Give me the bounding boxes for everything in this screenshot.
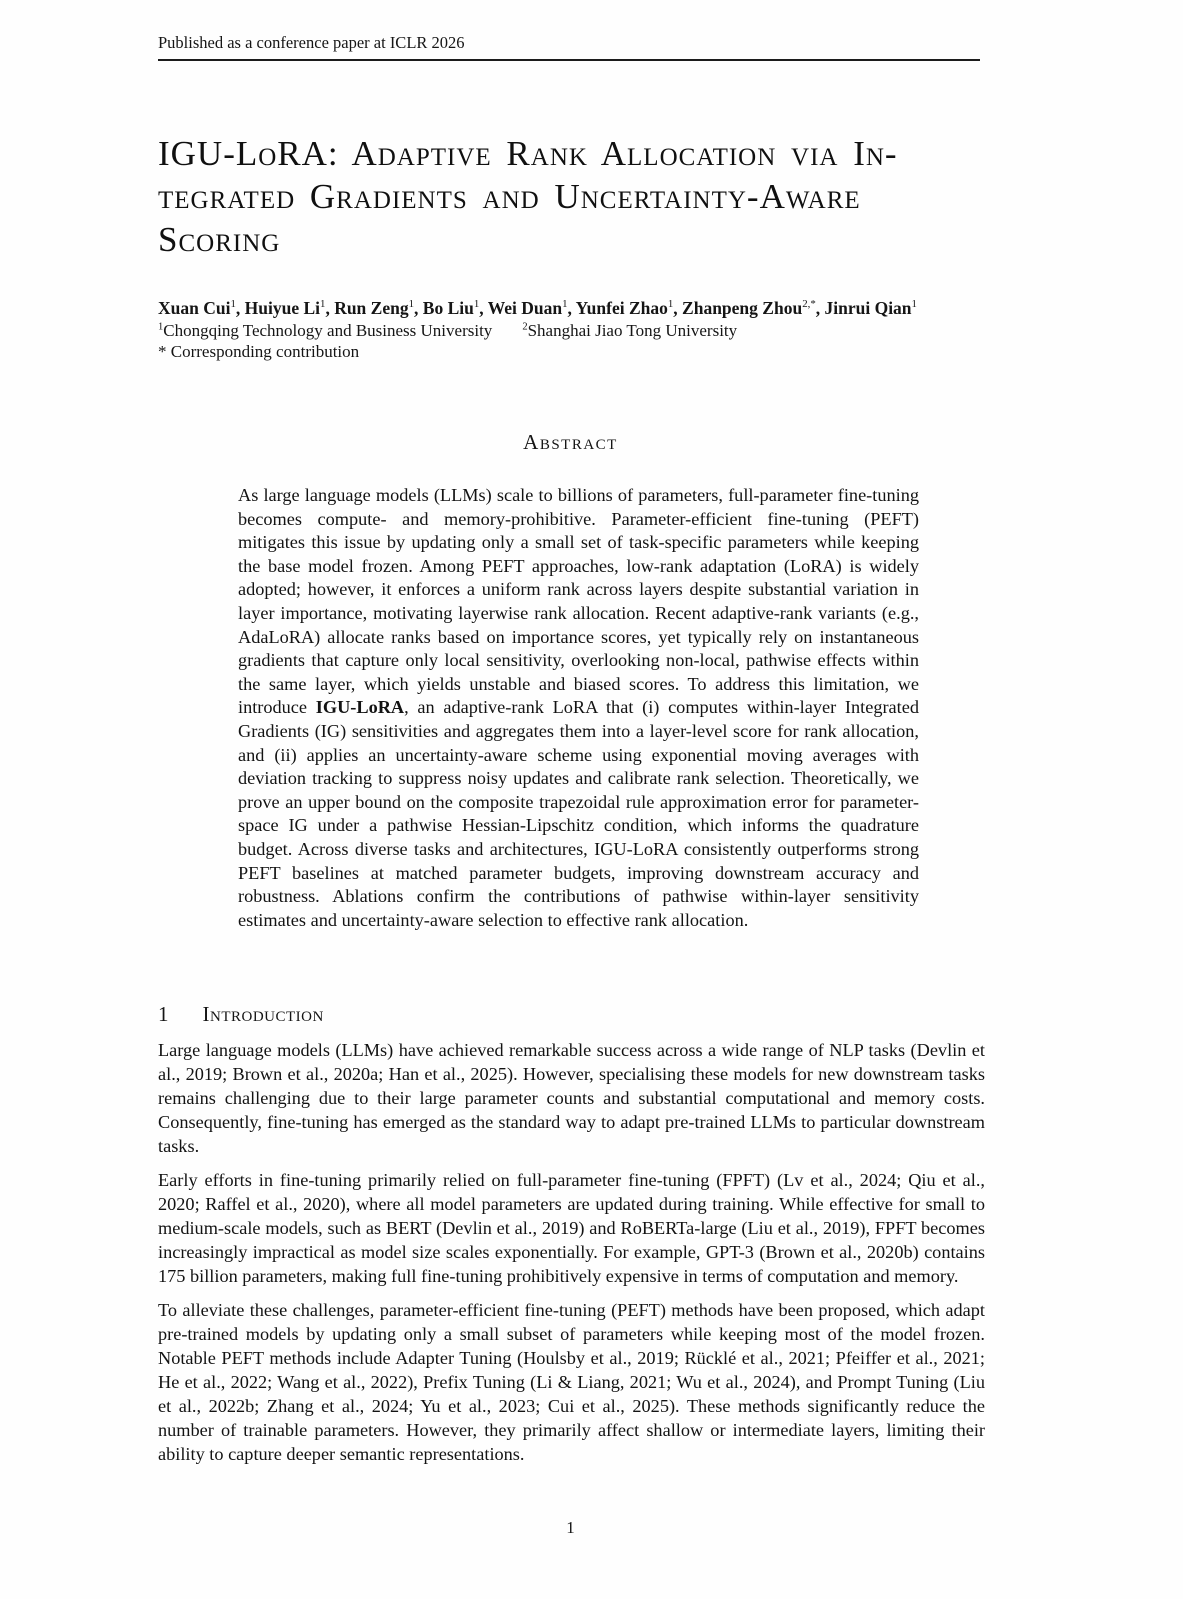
author-name: Jinrui Qian: [824, 298, 912, 318]
affiliation-2-sup: 2: [522, 320, 528, 332]
author-name: Yunfei Zhao: [575, 298, 668, 318]
paper-title: [158, 132, 1018, 261]
section-heading-introduction: [158, 1002, 983, 1027]
abstract-text-1: As large language models (LLMs) scale to billions of parameters, full-parameter fine-tuning becomes compute- and memory-prohibitive. Parameter-efficient fine-tuning (PEFT) mitigates this issue by updating only a small set of task-specific parameters while keeping the base model frozen. Among PEFT approaches, low-rank adaptation (LoRA) is widely adopted; however, it enforces a uniform rank across layers despite substantial variation in layer importance, motivating layerwise rank allocation. Recent adaptive-rank variants (e.g., AdaLoRA) allocate ranks based on importance scores, yet typically rely on instantaneous gradients that capture only local sensitivity, overlooking non-local, pathwise effects within the same layer, which yields unstable and biased scores. To address this limitation, we introduce: [238, 485, 919, 718]
author-name: Zhanpeng Zhou: [682, 298, 803, 318]
abstract-text-2: , an adaptive-rank LoRA that (i) computes within-layer Integrated Gradients (IG) sensitivities and aggregates them into a layer-level score for rank allocation, and (ii) applies an uncertainty-aware scheme using exponential moving averages with deviation tracking to suppress noisy updates and calibrate rank selection. Theoretically, we prove an upper bound on the composite trapezoidal rule approximation error for parameter-space IG under a pathwise Hessian-Lipschitz condition, which informs the quadrature budget. Across diverse tasks and architectures, IGU-LoRA consistently outperforms strong PEFT baselines at matched parameter budgets, improving downstream accuracy and robustness. Ablations confirm the contributions of pathwise within-layer sensitivity estimates and uncertainty-aware selection to effective rank allocation.: [238, 697, 919, 930]
author-name: Huiyue Li: [244, 298, 321, 318]
page-footer: [158, 1518, 983, 1538]
affiliation-2: Shanghai Jiao Tong University: [527, 320, 738, 340]
author-name: Run Zeng: [334, 298, 409, 318]
author-name: Bo Liu: [422, 298, 474, 318]
author-sup: 1: [667, 298, 674, 311]
section-number: 1: [158, 1002, 169, 1026]
author-sup: 2,*: [802, 298, 816, 311]
author-sup: 1: [320, 298, 326, 311]
title-line-1: IGU-LoRA: Adaptive Rank Allocation via In-: [158, 134, 898, 173]
author-name: Xuan Cui: [158, 298, 231, 318]
author-line: Xuan Cui$^1$, Huiyue Li$^1$, Run Zeng$^1$, Bo Liu$^1$, Wei Duan$^1$, Yunfei Zhao$^1$, Zhanpeng Zhou$^{2,*}$, Jinrui Qian$^1$: [158, 298, 917, 318]
page-number: 1: [566, 1518, 575, 1537]
author-sup: 1: [230, 298, 236, 311]
intro-paragraph-2: Early efforts in fine-tuning primarily relied on full-parameter fine-tuning (FPFT) (Lv et al., 2024; Qiu et al., 2020; Raffel et al., 2020), where all model parameters are updated during training. While effective for small to medium-scale models, such as BERT (Devlin et al., 2019) and RoBERTa-large (Liu et al., 2019), FPFT becomes increasingly impractical as model size scales exponentially. For example, GPT-3 (Brown et al., 2020b) contains 175 billion parameters, making full fine-tuning prohibitively expensive in terms of computation and memory.: [158, 1170, 985, 1286]
running-header: [158, 33, 980, 61]
running-header-text: Published as a conference paper at ICLR 2026: [158, 33, 465, 52]
title-line-3: Scoring: [158, 220, 281, 259]
corresponding-note: * Corresponding contribution: [158, 342, 360, 361]
section-title: Introduction: [202, 1002, 324, 1026]
affiliation-1: Chongqing Technology and Business University: [163, 320, 493, 340]
title-line-2: tegrated Gradients and Uncertainty-Aware: [158, 177, 861, 216]
affiliation-1-sup: 1: [158, 320, 164, 332]
author-sup: 1: [408, 298, 415, 311]
author-block: [158, 298, 1018, 363]
author-sup: 1: [911, 298, 917, 311]
introduction-body: [158, 1038, 985, 1476]
author-sup: 1: [473, 298, 480, 311]
abstract-body: [238, 484, 919, 932]
author-name: Wei Duan: [487, 298, 563, 318]
affiliation-line: [158, 320, 1018, 342]
author-sup: 1: [562, 298, 568, 311]
abstract-heading: Abstract: [523, 430, 618, 454]
intro-paragraph-1: Large language models (LLMs) have achieved remarkable success across a wide range of NLP tasks (Devlin et al., 2019; Brown et al., 2020a; Han et al., 2025). However, specialising these models for new downstream tasks remains challenging due to their large parameter counts and substantial computational and memory costs. Consequently, fine-tuning has emerged as the standard way to adapt pre-trained LLMs to particular downstream tasks.: [158, 1040, 985, 1156]
intro-paragraph-3: To alleviate these challenges, parameter-efficient fine-tuning (PEFT) methods have been proposed, which adapt pre-trained models by updating only a small subset of parameters while keeping most of the model frozen. Notable PEFT methods include Adapter Tuning (Houlsby et al., 2019; Rücklé et al., 2021; Pfeiffer et al., 2021; He et al., 2022; Wang et al., 2022), Prefix Tuning (Li & Liang, 2021; Wu et al., 2024), and Prompt Tuning (Liu et al., 2022b; Zhang et al., 2024; Yu et al., 2023; Cui et al., 2025). These methods significantly reduce the number of trainable parameters. However, they primarily affect shallow or intermediate layers, limiting their ability to capture deeper semantic representations.: [158, 1300, 985, 1464]
abstract-bold-term: IGU-LoRA: [315, 697, 405, 718]
